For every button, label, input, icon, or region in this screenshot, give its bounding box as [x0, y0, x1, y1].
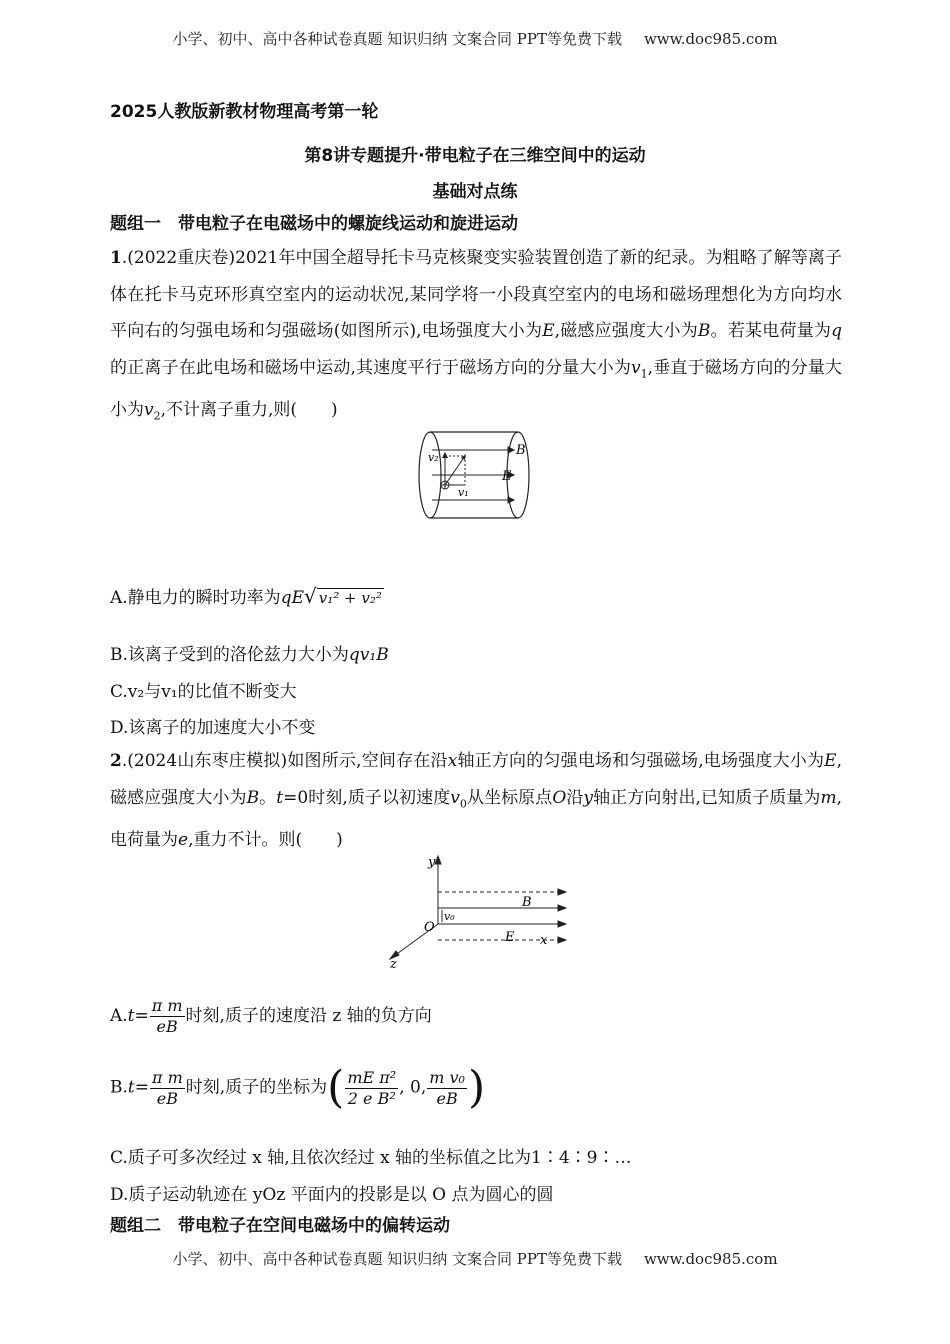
footer-left: 小学、初中、高中各种试卷真题 知识归纳 文案合同 PPT等免费下载 [172, 1250, 622, 1268]
q1-option-b[interactable]: B.该离子受到的洛伦兹力大小为qv₁B [110, 645, 389, 665]
fig2-label-O: O [424, 920, 435, 935]
fig1-label-E: E [502, 469, 512, 484]
fig2-label-B: B [522, 895, 532, 910]
q2-option-c[interactable]: C.质子可多次经过 x 轴,且依次经过 x 轴的坐标值之比为1∶4∶9∶… [110, 1148, 632, 1168]
header [0, 28, 950, 49]
fig2-label-y: y [428, 855, 436, 870]
q2-figure [380, 852, 580, 970]
fig2-label-x: x [540, 933, 548, 948]
q1-option-d[interactable]: D.该离子的加速度大小不变 [110, 718, 316, 738]
fig2-label-z: z [390, 957, 397, 970]
q1-figure [410, 428, 540, 523]
q2-option-a[interactable]: A.t= $\frac{\text{π m}}{eB}$ 时刻,质子的速度沿 z 轴的负方向 [110, 996, 432, 1036]
group2-title: 题组二 带电粒子在空间电磁场中的偏转运动 [110, 1216, 450, 1236]
section-title: 基础对点练 [432, 182, 518, 202]
q2-text: 2.(2024山东枣庄模拟)如图所示,空间存在沿x轴正方向的匀强电场和匀强磁场,电场强度大小为E,磁感应强度大小为B。t=0时刻,质子以初速度$v_0$从坐标原点O沿y轴正方向射出,已知质子质量为m,电荷量为e,重力不计。则( ) [110, 751, 843, 851]
lecture-title: 第8讲专题提升·带电粒子在三维空间中的运动 [304, 146, 646, 166]
q1-text: 1.(2022重庆卷)2021年中国全超导托卡马克核聚变实验装置创造了新的纪录。为粗略了解等离子体在托卡马克环形真空室内的运动状况,某同学将一小段真空室内的电场和磁场理想化为方向均水平向右的匀强电场和匀强磁场(如图所示),电场强度大小为E,磁感应强度大小为B。若某电荷量为q的正离子在此电场和磁场中运动,其速度平行于磁场方向的分量大小为$v_1$,垂直于磁场方向的分量大小为$v_2$,不计离子重力,则( ) [110, 248, 843, 423]
q1-number: 1 [110, 248, 122, 268]
header-left: 小学、初中、高中各种试卷真题 知识归纳 文案合同 PPT等免费下载 [172, 30, 622, 48]
q2-number: 2 [110, 751, 122, 771]
footer-site[interactable]: www.doc985.com [643, 1250, 778, 1268]
header-site[interactable]: www.doc985.com [643, 30, 778, 48]
q2-option-d[interactable]: D.质子运动轨迹在 yOz 平面内的投影是以 O 点为圆心的圆 [110, 1185, 554, 1205]
fig2-label-v0: v₀ [444, 910, 455, 923]
fig1-label-v1: v₁ [458, 486, 469, 499]
footer [0, 1248, 950, 1269]
q1-option-a[interactable]: A.静电力的瞬时功率为qE√ v₁² + v₂² [110, 584, 382, 608]
group1-title: 题组一 带电粒子在电磁场中的螺旋线运动和旋进运动 [110, 214, 518, 234]
fig1-label-B: B [516, 443, 526, 458]
fig2-label-E: E [505, 930, 515, 945]
book-title: 2025人教版新教材物理高考第一轮 [110, 102, 379, 122]
q1-option-c[interactable]: C.v₂与v₁的比值不断变大 [110, 682, 297, 702]
q2-option-b[interactable]: B.t= $\frac{\text{π m}}{eB}$ 时刻,质子的坐标为( $\frac{\text{mE π²}}{\text{2 e B²}}$ , 0, $\frac{\text{m v₀}}{eB}$ ) [110, 1062, 486, 1113]
fig1-label-v2: v₂ [428, 451, 439, 464]
